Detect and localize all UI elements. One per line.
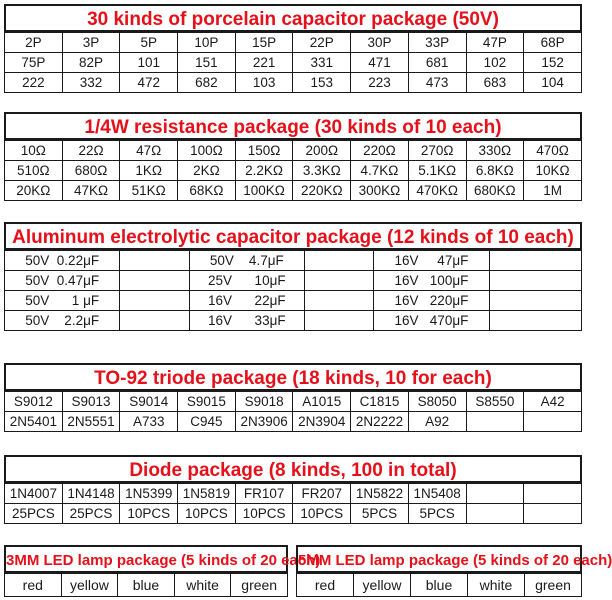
table-cell: 16V 100μF	[374, 271, 489, 291]
section-title: Aluminum electrolytic capacitor package (12 kinds of 10 each)	[4, 222, 582, 250]
table-cell: 10KΩ	[524, 161, 582, 181]
table-cell: 16V 33μF	[189, 311, 304, 331]
table-cell: 47Ω	[120, 141, 178, 161]
table-cell: S9014	[120, 392, 178, 412]
table-cell: 47KΩ	[62, 181, 120, 201]
table-cell	[120, 271, 189, 291]
table-cell: 47P	[466, 33, 524, 53]
table-cell: 82P	[62, 53, 120, 73]
table-cell	[305, 291, 374, 311]
table-cell: 4.7KΩ	[351, 161, 409, 181]
section-title: 3MM LED lamp package (5 kinds of 20 each)	[4, 545, 288, 573]
table-cell: 25V 10μF	[189, 271, 304, 291]
porcelain-capacitor-table	[4, 32, 582, 93]
section-title: 1/4W resistance package (30 kinds of 10 each)	[4, 112, 582, 140]
table-cell: 50V 0.47μF	[5, 271, 120, 291]
table-cell: 223	[351, 73, 409, 93]
table-cell	[489, 291, 581, 311]
led-3mm-section	[4, 545, 321, 597]
table-cell: 51KΩ	[120, 181, 178, 201]
table-row	[5, 181, 582, 201]
table-cell	[524, 484, 582, 504]
section-title: 5MM LED lamp package (5 kinds of 20 each)	[296, 545, 582, 573]
table-cell: 680KΩ	[466, 181, 524, 201]
table-cell: 2.2KΩ	[235, 161, 293, 181]
table-cell: green	[525, 574, 582, 597]
table-cell: 220Ω	[351, 141, 409, 161]
table-cell: 2P	[5, 33, 63, 53]
table-cell: 153	[293, 73, 351, 93]
electrolytic-capacitor-table	[4, 250, 582, 331]
table-cell: 510Ω	[5, 161, 63, 181]
diode-table	[4, 483, 582, 524]
table-cell: 222	[5, 73, 63, 93]
table-cell: S9015	[178, 392, 236, 412]
table-cell: 1N5399	[120, 484, 178, 504]
table-row	[5, 271, 582, 291]
table-cell: 2N2222	[351, 412, 409, 432]
table-row	[5, 161, 582, 181]
section-title: Diode package (8 kinds, 100 in total)	[4, 455, 582, 483]
table-cell	[466, 412, 524, 432]
table-row	[5, 291, 582, 311]
table-row	[5, 33, 582, 53]
table-cell: 270Ω	[408, 141, 466, 161]
triode-section	[4, 363, 582, 432]
table-cell: S8050	[408, 392, 466, 412]
led-3mm-table	[4, 573, 288, 597]
table-cell: A733	[120, 412, 178, 432]
table-cell: yellow	[354, 574, 411, 597]
table-row	[5, 53, 582, 73]
table-cell: 1N4148	[62, 484, 120, 504]
table-cell: 330Ω	[466, 141, 524, 161]
table-cell: FR207	[293, 484, 351, 504]
table-row	[5, 141, 582, 161]
table-cell: 151	[178, 53, 236, 73]
triode-table	[4, 391, 582, 432]
table-cell: 25PCS	[62, 504, 120, 524]
table-cell: C1815	[351, 392, 409, 412]
table-cell: 68P	[524, 33, 582, 53]
table-cell: 2N5401	[5, 412, 63, 432]
section-title: 30 kinds of porcelain capacitor package (50V)	[4, 4, 582, 32]
table-cell: A1015	[293, 392, 351, 412]
table-cell	[524, 412, 582, 432]
table-cell: 22Ω	[62, 141, 120, 161]
table-cell	[489, 271, 581, 291]
table-row	[5, 574, 288, 597]
table-row	[5, 392, 582, 412]
table-cell: S9018	[235, 392, 293, 412]
table-cell: 16V 22μF	[189, 291, 304, 311]
table-cell: 10P	[178, 33, 236, 53]
table-cell	[305, 311, 374, 331]
table-cell: 102	[466, 53, 524, 73]
table-cell: 103	[235, 73, 293, 93]
table-cell: 5.1KΩ	[408, 161, 466, 181]
table-cell: 5P	[120, 33, 178, 53]
table-cell: FR107	[235, 484, 293, 504]
table-cell: 10PCS	[235, 504, 293, 524]
table-cell: 2N3904	[293, 412, 351, 432]
table-row	[5, 251, 582, 271]
table-cell: 220KΩ	[293, 181, 351, 201]
table-cell: 221	[235, 53, 293, 73]
table-cell: green	[231, 574, 288, 597]
table-cell: 2N5551	[62, 412, 120, 432]
table-cell: 1N5822	[351, 484, 409, 504]
table-cell: 75P	[5, 53, 63, 73]
table-cell: blue	[411, 574, 468, 597]
table-cell	[120, 311, 189, 331]
table-cell: 1N4007	[5, 484, 63, 504]
table-cell: 16V 47μF	[374, 251, 489, 271]
table-row	[5, 73, 582, 93]
table-cell: 473	[408, 73, 466, 93]
table-cell: S9013	[62, 392, 120, 412]
table-cell: 16V 220μF	[374, 291, 489, 311]
table-cell: 10Ω	[5, 141, 63, 161]
table-cell: 1N5819	[178, 484, 236, 504]
table-cell: 152	[524, 53, 582, 73]
table-cell: 20KΩ	[5, 181, 63, 201]
table-cell: A42	[524, 392, 582, 412]
table-cell: A92	[408, 412, 466, 432]
table-cell: 682	[178, 73, 236, 93]
table-cell: 10PCS	[120, 504, 178, 524]
table-cell: C945	[178, 412, 236, 432]
table-cell: 50V 2.2μF	[5, 311, 120, 331]
table-cell	[524, 504, 582, 524]
table-cell: 200Ω	[293, 141, 351, 161]
table-cell: 1N5408	[408, 484, 466, 504]
table-cell: 100KΩ	[235, 181, 293, 201]
table-cell: 472	[120, 73, 178, 93]
table-cell: red	[297, 574, 354, 597]
table-cell: S9012	[5, 392, 63, 412]
table-cell: 22P	[293, 33, 351, 53]
table-cell: 683	[466, 73, 524, 93]
resistor-section	[4, 112, 582, 201]
table-cell: 15P	[235, 33, 293, 53]
table-cell	[120, 251, 189, 271]
led-5mm-table	[296, 573, 582, 597]
section-title: TO-92 triode package (18 kinds, 10 for each)	[4, 363, 582, 391]
table-cell: 471	[351, 53, 409, 73]
table-cell: S8550	[466, 392, 524, 412]
table-row	[5, 504, 582, 524]
table-cell: 332	[62, 73, 120, 93]
table-cell: 3.3KΩ	[293, 161, 351, 181]
table-cell: 150Ω	[235, 141, 293, 161]
table-cell: 50V 4.7μF	[189, 251, 304, 271]
table-cell: red	[5, 574, 62, 597]
electrolytic-capacitor-section	[4, 222, 582, 331]
table-cell: 101	[120, 53, 178, 73]
table-cell: 50V 0.22μF	[5, 251, 120, 271]
table-cell: 300KΩ	[351, 181, 409, 201]
table-cell	[466, 504, 524, 524]
table-cell: 1M	[524, 181, 582, 201]
table-cell: white	[174, 574, 231, 597]
table-cell: 104	[524, 73, 582, 93]
table-cell: 5PCS	[351, 504, 409, 524]
table-cell	[120, 291, 189, 311]
table-row	[5, 484, 582, 504]
table-cell: 331	[293, 53, 351, 73]
table-cell	[489, 311, 581, 331]
table-cell: 68KΩ	[178, 181, 236, 201]
table-cell	[305, 271, 374, 291]
table-cell: 33P	[408, 33, 466, 53]
table-cell: 16V 470μF	[374, 311, 489, 331]
table-cell: 5PCS	[408, 504, 466, 524]
table-cell: blue	[118, 574, 175, 597]
table-cell: 1KΩ	[120, 161, 178, 181]
table-row	[5, 412, 582, 432]
table-cell: 2KΩ	[178, 161, 236, 181]
diode-section	[4, 455, 582, 524]
table-cell	[466, 484, 524, 504]
table-cell	[305, 251, 374, 271]
table-cell: 100Ω	[178, 141, 236, 161]
table-row	[5, 311, 582, 331]
table-cell: yellow	[61, 574, 118, 597]
table-cell: 470KΩ	[408, 181, 466, 201]
table-cell: 25PCS	[5, 504, 63, 524]
table-cell	[489, 251, 581, 271]
table-cell: 681	[408, 53, 466, 73]
table-cell: 50V 1 μF	[5, 291, 120, 311]
resistor-table	[4, 140, 582, 201]
table-cell: 10PCS	[178, 504, 236, 524]
table-cell: white	[468, 574, 525, 597]
table-row	[297, 574, 582, 597]
table-cell: 10PCS	[293, 504, 351, 524]
table-cell: 30P	[351, 33, 409, 53]
table-cell: 2N3906	[235, 412, 293, 432]
table-cell: 3P	[62, 33, 120, 53]
led-5mm-section	[296, 545, 612, 597]
table-cell: 470Ω	[524, 141, 582, 161]
table-cell: 680Ω	[62, 161, 120, 181]
table-cell: 6.8KΩ	[466, 161, 524, 181]
porcelain-capacitor-section	[4, 4, 582, 93]
